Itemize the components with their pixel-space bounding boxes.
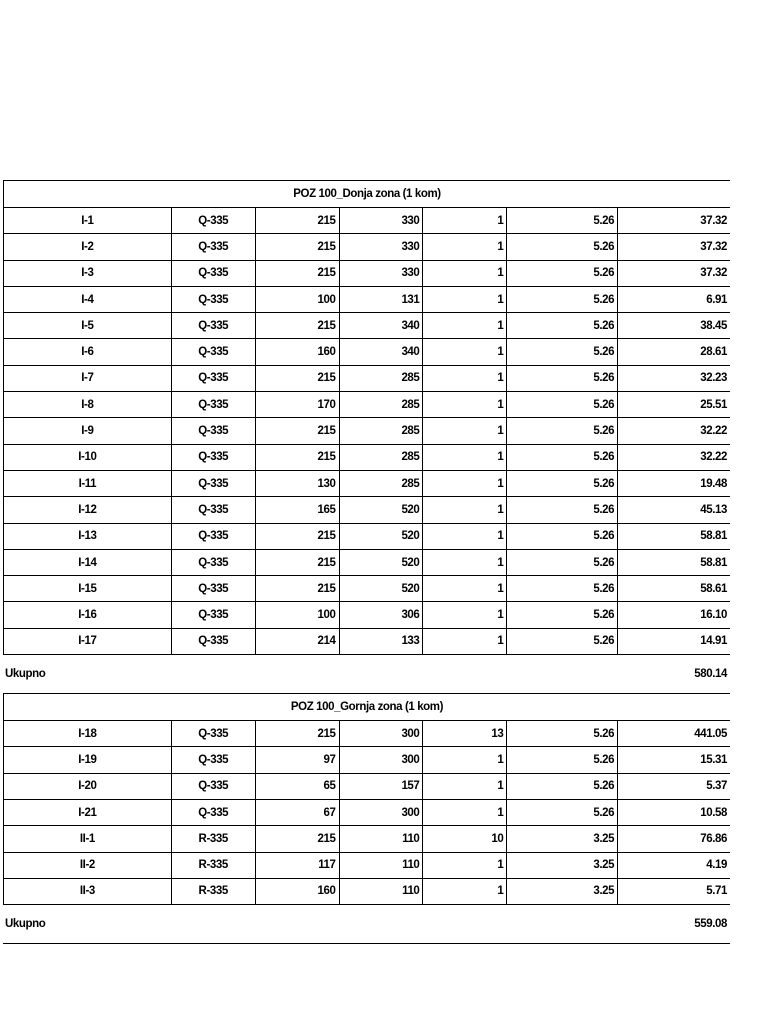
- cell-mesh-type: Q-335: [172, 576, 256, 601]
- cell-unit-weight: 5.26: [507, 747, 618, 772]
- cell-dim-b: 285: [340, 366, 424, 391]
- cell-unit-weight: 5.26: [507, 392, 618, 417]
- table-row: [3, 524, 730, 550]
- cell-count: 1: [423, 339, 507, 364]
- table-row: [3, 879, 730, 905]
- cell-unit-weight: 5.26: [507, 550, 618, 575]
- table-row: [3, 234, 730, 260]
- cell-mark: I-2: [4, 234, 172, 259]
- cell-mark: I-17: [4, 629, 172, 654]
- cell-unit-weight: 5.26: [507, 774, 618, 799]
- cell-dim-a: 215: [256, 721, 340, 746]
- cell-dim-b: 300: [340, 721, 424, 746]
- cell-count: 1: [423, 366, 507, 391]
- cell-total-weight: 32.22: [700, 425, 728, 438]
- cell-unit-weight: 5.26: [507, 471, 618, 496]
- cell-mark: I-19: [4, 747, 172, 772]
- cell-count: 1: [423, 524, 507, 549]
- cell-count: 1: [423, 471, 507, 496]
- cell-dim-b: 330: [340, 261, 424, 286]
- cell-mesh-type: Q-335: [172, 602, 256, 627]
- cell-count: 1: [423, 747, 507, 772]
- cell-count: 1: [423, 774, 507, 799]
- cell-dim-a: 215: [256, 445, 340, 470]
- cell-dim-b: 110: [340, 826, 424, 851]
- cell-dim-a: 214: [256, 629, 340, 654]
- cell-unit-weight: 5.26: [507, 366, 618, 391]
- cell-total-weight: 10.58: [700, 806, 728, 819]
- cell-total-weight: 58.61: [700, 582, 728, 595]
- total-value: 559.08: [694, 918, 727, 931]
- cell-dim-a: 215: [256, 234, 340, 259]
- cell-dim-a: 65: [256, 774, 340, 799]
- cell-mesh-type: Q-335: [172, 497, 256, 522]
- cell-mark: II-3: [4, 879, 172, 904]
- cell-dim-b: 340: [340, 339, 424, 364]
- table-row: [3, 774, 730, 800]
- cell-mark: I-11: [4, 471, 172, 496]
- cell-mesh-type: Q-335: [172, 208, 256, 233]
- table-row: [3, 339, 730, 365]
- table-row: [3, 721, 730, 747]
- cell-mark: I-16: [4, 602, 172, 627]
- cell-dim-b: 520: [340, 524, 424, 549]
- cell-dim-a: 67: [256, 800, 340, 825]
- cell-count: 1: [423, 445, 507, 470]
- cell-dim-a: 215: [256, 208, 340, 233]
- cell-total-weight: 5.71: [706, 885, 728, 898]
- cell-total-weight: 441.05: [694, 727, 728, 740]
- table-row: [3, 392, 730, 418]
- cell-dim-a: 97: [256, 747, 340, 772]
- table-row: [3, 418, 730, 444]
- table-row: [3, 366, 730, 392]
- cell-count: 1: [423, 853, 507, 878]
- total-label: Ukupno: [5, 918, 46, 931]
- cell-mesh-type: Q-335: [172, 313, 256, 338]
- cell-dim-a: 100: [256, 602, 340, 627]
- cell-mesh-type: Q-335: [172, 524, 256, 549]
- cell-mark: I-9: [4, 418, 172, 443]
- cell-total-weight: 14.91: [700, 635, 728, 648]
- cell-unit-weight: 5.26: [507, 261, 618, 286]
- cell-count: 1: [423, 234, 507, 259]
- cell-mark: I-21: [4, 800, 172, 825]
- total-label: Ukupno: [5, 668, 46, 681]
- cell-count: 1: [423, 418, 507, 443]
- cell-total-weight: 37.32: [700, 267, 728, 280]
- cell-mesh-type: Q-335: [172, 471, 256, 496]
- cell-dim-a: 117: [256, 853, 340, 878]
- cell-count: 1: [423, 576, 507, 601]
- cell-total-weight: 38.45: [700, 319, 728, 332]
- cell-dim-a: 160: [256, 339, 340, 364]
- cell-total-weight: 32.23: [700, 372, 728, 385]
- cell-mesh-type: R-335: [172, 853, 256, 878]
- cell-mark: I-3: [4, 261, 172, 286]
- cell-mark: I-5: [4, 313, 172, 338]
- table-row: [3, 313, 730, 339]
- table-row: [3, 576, 730, 602]
- cell-dim-b: 285: [340, 471, 424, 496]
- cell-dim-b: 110: [340, 879, 424, 904]
- cell-count: 1: [423, 287, 507, 312]
- cell-dim-b: 285: [340, 392, 424, 417]
- cell-total-weight: 25.51: [700, 398, 728, 411]
- table-row: [3, 853, 730, 879]
- cell-count: 1: [423, 602, 507, 627]
- table-row: [3, 445, 730, 471]
- cell-dim-a: 160: [256, 879, 340, 904]
- cell-dim-b: 330: [340, 208, 424, 233]
- cell-mark: I-7: [4, 366, 172, 391]
- cell-dim-b: 520: [340, 550, 424, 575]
- cell-unit-weight: 5.26: [507, 576, 618, 601]
- cell-mesh-type: Q-335: [172, 721, 256, 746]
- cell-dim-b: 300: [340, 800, 424, 825]
- cell-count: 1: [423, 313, 507, 338]
- table-row: [3, 800, 730, 826]
- table-row: [3, 629, 730, 655]
- cell-dim-b: 300: [340, 747, 424, 772]
- cell-unit-weight: 5.26: [507, 418, 618, 443]
- cell-dim-b: 330: [340, 234, 424, 259]
- cell-dim-b: 131: [340, 287, 424, 312]
- cell-count: 1: [423, 800, 507, 825]
- cell-mesh-type: Q-335: [172, 418, 256, 443]
- cell-unit-weight: 3.25: [507, 826, 618, 851]
- table-row: [3, 287, 730, 313]
- cell-mesh-type: Q-335: [172, 392, 256, 417]
- table-row: [3, 471, 730, 497]
- cell-dim-a: 165: [256, 497, 340, 522]
- cell-total-weight: 58.81: [700, 530, 728, 543]
- cell-count: 1: [423, 879, 507, 904]
- cell-unit-weight: 3.25: [507, 853, 618, 878]
- cell-mark: I-13: [4, 524, 172, 549]
- cell-dim-b: 110: [340, 853, 424, 878]
- cell-unit-weight: 5.26: [507, 602, 618, 627]
- cell-unit-weight: 5.26: [507, 313, 618, 338]
- table-row: [3, 747, 730, 773]
- cell-dim-a: 215: [256, 550, 340, 575]
- cell-count: 1: [423, 208, 507, 233]
- total-value: 580.14: [694, 668, 727, 681]
- cell-dim-a: 100: [256, 287, 340, 312]
- section-rows: [3, 721, 730, 905]
- cell-mesh-type: Q-335: [172, 261, 256, 286]
- cell-mesh-type: Q-335: [172, 629, 256, 654]
- cell-mark: II-2: [4, 853, 172, 878]
- cell-total-weight: 28.61: [700, 346, 728, 359]
- cell-mark: I-12: [4, 497, 172, 522]
- cell-dim-b: 306: [340, 602, 424, 627]
- cell-mesh-type: Q-335: [172, 287, 256, 312]
- cell-count: 1: [423, 497, 507, 522]
- section-donja-zona: [3, 180, 730, 694]
- section-gornja-zona: [3, 694, 730, 944]
- cell-mesh-type: Q-335: [172, 339, 256, 364]
- cell-dim-a: 170: [256, 392, 340, 417]
- cell-count: 13: [423, 721, 507, 746]
- cell-dim-b: 520: [340, 497, 424, 522]
- cell-dim-b: 340: [340, 313, 424, 338]
- cell-unit-weight: 5.26: [507, 208, 618, 233]
- cell-dim-b: 133: [340, 629, 424, 654]
- cell-unit-weight: 5.26: [507, 524, 618, 549]
- cell-total-weight: 19.48: [700, 477, 728, 490]
- cell-unit-weight: 3.25: [507, 879, 618, 904]
- rebar-schedule-sheet: [3, 180, 730, 944]
- cell-dim-a: 215: [256, 366, 340, 391]
- cell-total-weight: 16.10: [700, 609, 728, 622]
- cell-mark: I-8: [4, 392, 172, 417]
- section-rows: [3, 208, 730, 655]
- total-row: [3, 655, 730, 694]
- section-title: POZ 100_Gornja zona (1 kom): [3, 694, 730, 721]
- cell-total-weight: 37.32: [700, 214, 728, 227]
- section-title: POZ 100_Donja zona (1 kom): [3, 180, 730, 208]
- cell-mark: II-1: [4, 826, 172, 851]
- cell-mark: I-15: [4, 576, 172, 601]
- cell-dim-a: 215: [256, 418, 340, 443]
- cell-mesh-type: Q-335: [172, 800, 256, 825]
- cell-dim-a: 130: [256, 471, 340, 496]
- cell-unit-weight: 5.26: [507, 287, 618, 312]
- cell-dim-b: 285: [340, 418, 424, 443]
- cell-total-weight: 6.91: [706, 293, 728, 306]
- cell-dim-a: 215: [256, 826, 340, 851]
- cell-unit-weight: 5.26: [507, 234, 618, 259]
- cell-total-weight: 37.32: [700, 240, 728, 253]
- cell-dim-a: 215: [256, 261, 340, 286]
- cell-unit-weight: 5.26: [507, 445, 618, 470]
- cell-mesh-type: Q-335: [172, 774, 256, 799]
- cell-mesh-type: Q-335: [172, 747, 256, 772]
- cell-total-weight: 15.31: [700, 753, 728, 766]
- cell-dim-b: 520: [340, 576, 424, 601]
- cell-mesh-type: Q-335: [172, 445, 256, 470]
- cell-mesh-type: R-335: [172, 826, 256, 851]
- cell-total-weight: 76.86: [700, 832, 728, 845]
- cell-mark: I-14: [4, 550, 172, 575]
- cell-count: 1: [423, 550, 507, 575]
- cell-count: 1: [423, 261, 507, 286]
- table-row: [3, 261, 730, 287]
- cell-total-weight: 5.37: [706, 780, 728, 793]
- cell-mesh-type: R-335: [172, 879, 256, 904]
- cell-dim-b: 285: [340, 445, 424, 470]
- cell-mark: I-4: [4, 287, 172, 312]
- cell-mark: I-10: [4, 445, 172, 470]
- cell-unit-weight: 5.26: [507, 721, 618, 746]
- total-row: [3, 905, 730, 944]
- cell-dim-a: 215: [256, 576, 340, 601]
- cell-total-weight: 58.81: [700, 556, 728, 569]
- cell-dim-a: 215: [256, 524, 340, 549]
- cell-unit-weight: 5.26: [507, 629, 618, 654]
- cell-count: 1: [423, 629, 507, 654]
- cell-dim-b: 157: [340, 774, 424, 799]
- cell-mesh-type: Q-335: [172, 234, 256, 259]
- table-row: [3, 550, 730, 576]
- cell-total-weight: 32.22: [700, 451, 728, 464]
- cell-mesh-type: Q-335: [172, 550, 256, 575]
- cell-total-weight: 45.13: [700, 503, 728, 516]
- cell-unit-weight: 5.26: [507, 800, 618, 825]
- cell-count: 1: [423, 392, 507, 417]
- cell-mark: I-20: [4, 774, 172, 799]
- table-row: [3, 602, 730, 628]
- cell-mark: I-18: [4, 721, 172, 746]
- cell-unit-weight: 5.26: [507, 497, 618, 522]
- cell-unit-weight: 5.26: [507, 339, 618, 364]
- table-row: [3, 497, 730, 523]
- cell-mark: I-6: [4, 339, 172, 364]
- table-row: [3, 208, 730, 234]
- cell-mark: I-1: [4, 208, 172, 233]
- cell-dim-a: 215: [256, 313, 340, 338]
- cell-mesh-type: Q-335: [172, 366, 256, 391]
- cell-count: 10: [423, 826, 507, 851]
- cell-total-weight: 4.19: [706, 859, 728, 872]
- table-row: [3, 826, 730, 852]
